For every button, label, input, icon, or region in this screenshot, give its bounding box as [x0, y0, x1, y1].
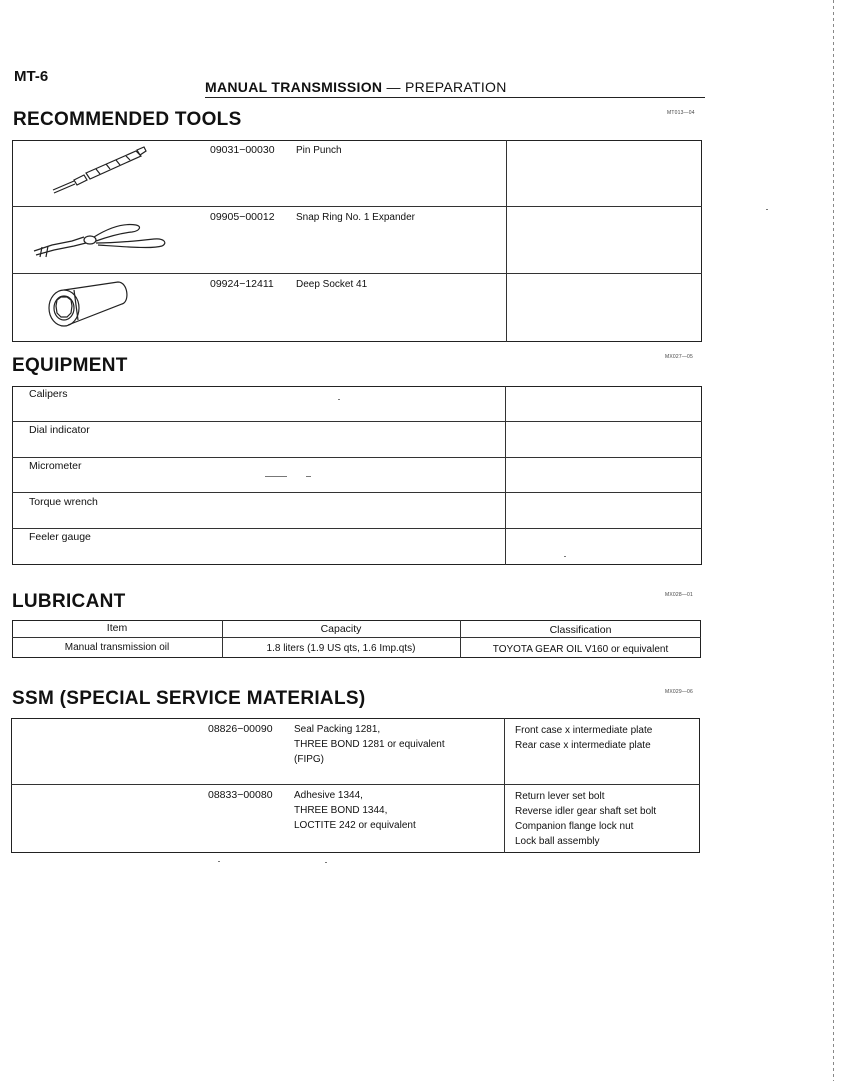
lubricant-header-item: Item [106, 622, 128, 634]
equipment-ref: MX027—05 [665, 354, 694, 360]
equipment-item: Torque wrench [29, 496, 98, 508]
tool-part-number: 09924−12411 [210, 278, 274, 290]
lubricant-header-capacity: Capacity [320, 623, 362, 635]
scan-speck [766, 209, 768, 210]
scan-speck [325, 862, 327, 863]
tool-name: Pin Punch [296, 145, 342, 156]
lubricant-ref: MX028—01 [665, 592, 694, 598]
lubricant-header-classification: Classification [549, 624, 612, 636]
ssm-description-line: LOCTITE 242 or equivalent [294, 820, 416, 831]
tool-part-number: 09031−00030 [210, 144, 275, 156]
ssm-description-line: Seal Packing 1281, [294, 724, 381, 735]
ssm-title: SSM (SPECIAL SERVICE MATERIALS) [12, 688, 366, 709]
ssm-part-number: 08826−00090 [208, 723, 273, 735]
tool-part-number: 09905−00012 [210, 211, 275, 223]
ssm-use-line: Rear case x intermediate plate [515, 740, 651, 751]
ssm-use-line: Reverse idler gear shaft set bolt [515, 806, 657, 817]
table-column-divider [504, 718, 505, 853]
ssm-description-line: Adhesive 1344, [294, 790, 363, 801]
pin-punch-icon [50, 146, 152, 196]
recommended-tools-title: RECOMMENDED TOOLS [13, 109, 242, 130]
equipment-item: Dial indicator [29, 424, 90, 436]
table-row-divider [12, 457, 702, 458]
running-header-section: MANUAL TRANSMISSION [205, 79, 383, 95]
table-row-divider [12, 206, 702, 207]
page-number: MT-6 [14, 68, 49, 85]
tool-name: Snap Ring No. 1 Expander [296, 212, 415, 223]
header-rule [205, 97, 705, 98]
lubricant-classification: TOYOTA GEAR OIL V160 or equivalent [492, 644, 669, 655]
running-header [205, 79, 507, 95]
lubricant-capacity: 1.8 liters (1.9 US qts, 1.6 Imp.qts) [266, 643, 416, 654]
page-edge-binding-line [833, 0, 834, 1081]
lubricant-title: LUBRICANT [12, 591, 126, 612]
equipment-item: Micrometer [29, 460, 82, 472]
scan-speck [306, 476, 311, 477]
table-row-divider [12, 421, 702, 422]
scan-speck [564, 556, 566, 557]
equipment-item: Feeler gauge [29, 531, 91, 543]
deep-socket-icon [44, 280, 134, 330]
equipment-item: Calipers [29, 388, 68, 400]
table-row-divider [12, 528, 702, 529]
ssm-part-number: 08833−00080 [208, 789, 273, 801]
scan-speck [338, 399, 340, 400]
ssm-description-line: THREE BOND 1281 or equivalent [294, 739, 445, 750]
equipment-table [12, 386, 702, 565]
table-column-divider [506, 140, 507, 342]
running-header-dash: — [382, 79, 406, 95]
equipment-title: EQUIPMENT [12, 355, 128, 376]
ssm-use-line: Lock ball assembly [515, 836, 600, 847]
table-row-divider [11, 784, 700, 785]
table-column-divider [505, 386, 506, 565]
ssm-use-line: Front case x intermediate plate [515, 725, 653, 736]
snap-ring-expander-icon [32, 213, 170, 261]
tool-name: Deep Socket 41 [296, 279, 368, 290]
table-row-divider [12, 273, 702, 274]
ssm-description-line: (FIPG) [294, 754, 324, 765]
lubricant-item: Manual transmission oil [64, 642, 170, 653]
recommended-tools-ref: MT013—04 [667, 110, 695, 116]
ssm-use-line: Companion flange lock nut [515, 821, 634, 832]
table-row-divider [12, 492, 702, 493]
running-header-subsection: PREPARATION [405, 79, 507, 95]
scan-speck [265, 476, 287, 477]
scan-speck [218, 861, 220, 862]
ssm-description-line: THREE BOND 1344, [294, 805, 388, 816]
ssm-ref: MX029—06 [665, 689, 694, 695]
ssm-use-line: Return lever set bolt [515, 791, 605, 802]
